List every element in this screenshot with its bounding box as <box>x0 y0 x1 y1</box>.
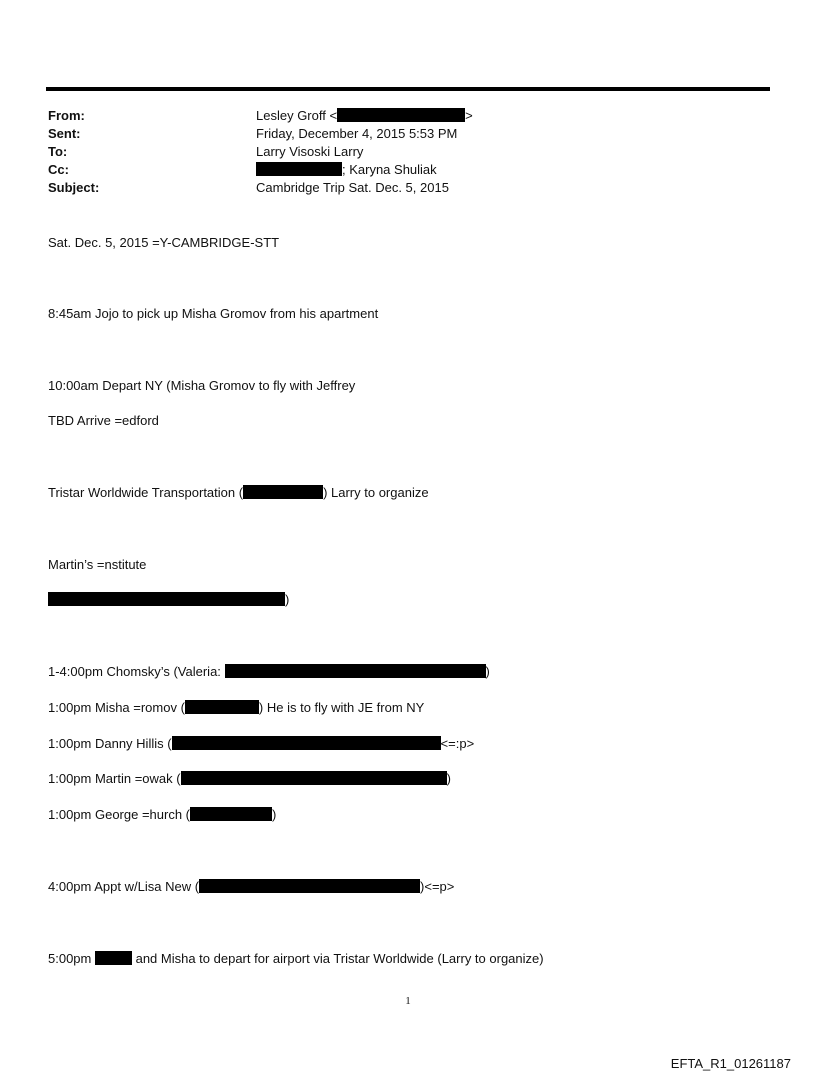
redaction <box>185 700 259 714</box>
body-line: Sat. Dec. 5, 2015 =Y-CAMBRIDGE-STT <box>48 235 280 250</box>
page-number: 1 <box>405 995 411 1007</box>
body-line: 1-4:00pm Chomsky’s (Valeria: ) <box>48 664 490 679</box>
redaction <box>48 592 285 606</box>
body-line: TBD Arrive =edford <box>48 413 159 428</box>
to-value: Larry Visoski Larry <box>256 144 364 159</box>
redaction <box>199 879 420 893</box>
sent-label: Sent: <box>48 126 81 141</box>
to-label: To: <box>48 144 68 159</box>
body-line: ) <box>48 591 289 609</box>
subject-value: Cambridge Trip Sat. Dec. 5, 2015 <box>256 180 449 195</box>
body-line: Tristar Worldwide Transportation ( ) Larry to organize <box>48 485 429 500</box>
cc-value: ; Karyna Shuliak <box>256 161 437 179</box>
redaction <box>256 162 342 176</box>
redaction <box>243 485 323 499</box>
sent-value: Friday, December 4, 2015 5:53 PM <box>256 126 458 141</box>
from-value: Lesley Groff < > <box>256 108 473 123</box>
redaction <box>172 736 441 750</box>
redaction <box>181 771 447 785</box>
body-line: 1:00pm Misha =romov ( ) He is to fly with JE from NY <box>48 700 425 715</box>
body-line: 4:00pm Appt w/Lisa New ( )<=p> <box>48 879 455 894</box>
document-id: EFTA_R1_01261187 <box>670 1056 791 1071</box>
body-line: 1:00pm Martin =owak ( ) <box>48 771 451 786</box>
redaction <box>190 807 272 821</box>
body-line: 10:00am Depart NY (Misha Gromov to fly with Jeffrey <box>48 378 356 393</box>
header-rule <box>46 87 770 91</box>
body-line: 5:00pm and Misha to depart for airport via Tristar Worldwide (Larry to organize) <box>48 951 544 966</box>
redaction <box>95 951 132 965</box>
cc-label: Cc: <box>48 162 69 177</box>
body-line: 1:00pm Danny Hillis ( <=:p> <box>48 736 475 751</box>
body-line: 1:00pm George =hurch ( ) <box>48 807 277 822</box>
redaction <box>225 664 486 678</box>
body-line: 8:45am Jojo to pick up Misha Gromov from his apartment <box>48 306 379 321</box>
body-line: Martin’s =nstitute <box>48 557 147 572</box>
from-label: From: <box>48 108 85 123</box>
redaction <box>337 108 465 122</box>
subject-label: Subject: <box>48 180 100 195</box>
